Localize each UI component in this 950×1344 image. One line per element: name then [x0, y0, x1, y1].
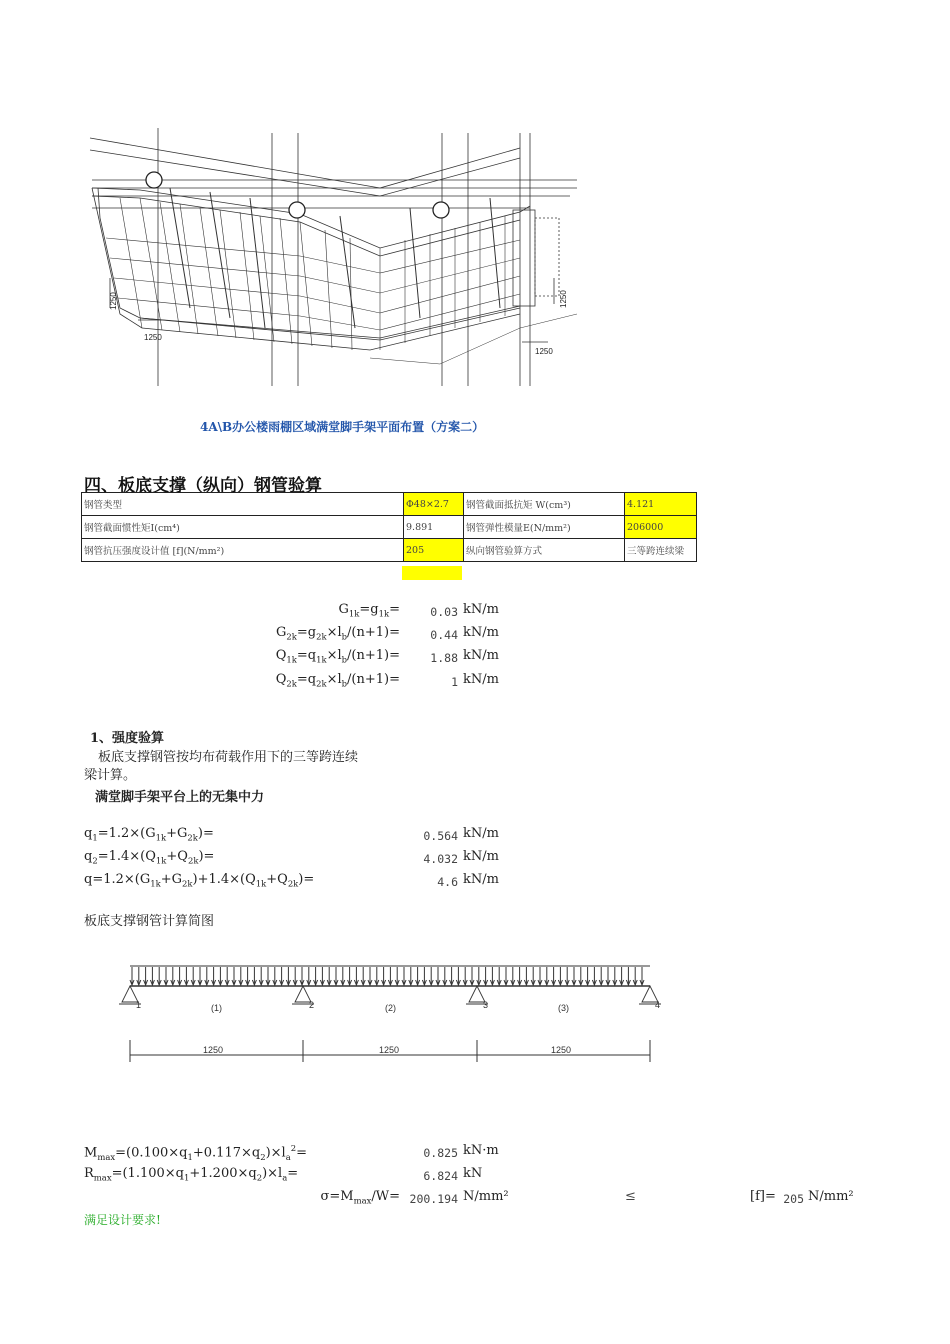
sigma-unit: N/mm²: [463, 1189, 509, 1204]
formula-q: $q=1.2\times(G_{1k}+G_{2k})+1.4\times(Q_{1k}+Q_{2k})=$: [84, 872, 315, 889]
table-row: [82, 493, 697, 516]
strength-desc-1: 板底支撑钢管按均布荷载作用下的三等跨连续: [98, 750, 359, 765]
table-row: [82, 516, 697, 539]
span-length: 1250: [379, 1045, 400, 1055]
q2-unit: kN/m: [463, 849, 499, 864]
span-length: 1250: [203, 1045, 224, 1055]
q-value: 4.6: [437, 875, 458, 889]
formula-g1k: $G_{1k}=g_{1k}=$: [338, 602, 400, 619]
section-title: 四、板底支撑（纵向）钢管验算: [84, 476, 322, 496]
param-value: 三等跨连续梁: [625, 539, 697, 562]
param-value: 4.121: [625, 493, 697, 516]
sigma-value: 200.194: [409, 1192, 458, 1206]
formula-mmax: $M_{max}=(0.100\times q_1+0.117\times q_2)\times l_a^2=$: [84, 1143, 308, 1162]
f-value: 205: [783, 1192, 804, 1206]
strength-desc-2: 梁计算。: [84, 768, 137, 783]
param-label: 钢管截面抵抗矩 W(cm³): [464, 493, 625, 516]
support-label: 1: [136, 1000, 142, 1010]
load-unit: kN/m: [463, 672, 499, 687]
formula-q2k: $Q_{2k}=q_{2k}\times l_b/(n+1)=$: [275, 672, 400, 689]
span-length: 1250: [551, 1045, 572, 1055]
f-label: [f]=: [750, 1189, 776, 1204]
support-label: 2: [309, 1000, 315, 1010]
support-label: 4: [655, 1000, 661, 1010]
formula-q2: $q_2=1.4\times(Q_{1k}+Q_{2k})=$: [84, 849, 215, 866]
support-label: 3: [483, 1000, 489, 1010]
plan-dim-4: 1250: [559, 290, 568, 308]
param-value: 205: [404, 539, 464, 562]
plan-dim-3: 1250: [109, 292, 118, 310]
formula-q1: $q_1=1.2\times(G_{1k}+G_{2k})=$: [84, 826, 214, 843]
beam-diagram: [115, 958, 675, 1073]
pipe-params-table: [81, 492, 697, 562]
load-unit: kN/m: [463, 625, 499, 640]
scaffold-plan-drawing: [80, 128, 580, 390]
param-label: 钢管类型: [82, 493, 404, 516]
param-label: 钢管截面惯性矩I(cm⁴): [82, 516, 404, 539]
param-value: 9.891: [404, 516, 464, 539]
load-value: 0.44: [430, 628, 458, 642]
strength-subheading: 满堂脚手架平台上的无集中力: [95, 790, 265, 805]
mmax-value: 0.825: [423, 1146, 458, 1160]
f-unit: N/mm²: [808, 1189, 854, 1204]
q-unit: kN/m: [463, 872, 499, 887]
q1-value: 0.564: [423, 829, 458, 843]
diagram-label: 板底支撑钢管计算简图: [84, 914, 215, 929]
formula-g2k: $G_{2k}=g_{2k}\times l_b/(n+1)=$: [276, 625, 400, 642]
load-value: 1: [451, 675, 458, 689]
param-label: 钢管抗压强度设计值 [f](N/mm²): [82, 539, 404, 562]
plan-dim-2: 1250: [535, 347, 553, 356]
formula-rmax: $R_{max}=(1.100\times q_1+1.200\times q_2)\times l_a=$: [84, 1166, 299, 1183]
q1-unit: kN/m: [463, 826, 499, 841]
mmax-unit: kN·m: [463, 1143, 499, 1158]
load-value: 0.03: [430, 605, 458, 619]
strength-heading: 1、强度验算: [90, 731, 165, 746]
formula-q1k: $Q_{1k}=q_{1k}\times l_b/(n+1)=$: [275, 648, 400, 665]
param-value: 206000: [625, 516, 697, 539]
formula-sigma: $\sigma=M_{max}/W=$: [320, 1189, 400, 1206]
load-value: 1.88: [430, 651, 458, 665]
rmax-value: 6.824: [423, 1169, 458, 1183]
load-unit: kN/m: [463, 648, 499, 663]
span-label: (1): [211, 1003, 222, 1013]
param-label: 钢管弹性模量E(N/mm²): [464, 516, 625, 539]
table-row: [82, 539, 697, 562]
leq-symbol: ≤: [625, 1189, 636, 1204]
param-value: Φ48×2.7: [404, 493, 464, 516]
q2-value: 4.032: [423, 852, 458, 866]
span-label: (3): [558, 1003, 569, 1013]
plan-dim-1: 1250: [144, 333, 162, 342]
highlight-block: [402, 566, 462, 580]
rmax-unit: kN: [463, 1166, 483, 1181]
conclusion-text: 满足设计要求!: [84, 1213, 161, 1227]
plan-caption: 4A\B办公楼雨棚区域满堂脚手架平面布置（方案二）: [200, 420, 485, 434]
param-label: 纵向钢管验算方式: [464, 539, 625, 562]
load-unit: kN/m: [463, 602, 499, 617]
span-label: (2): [385, 1003, 396, 1013]
